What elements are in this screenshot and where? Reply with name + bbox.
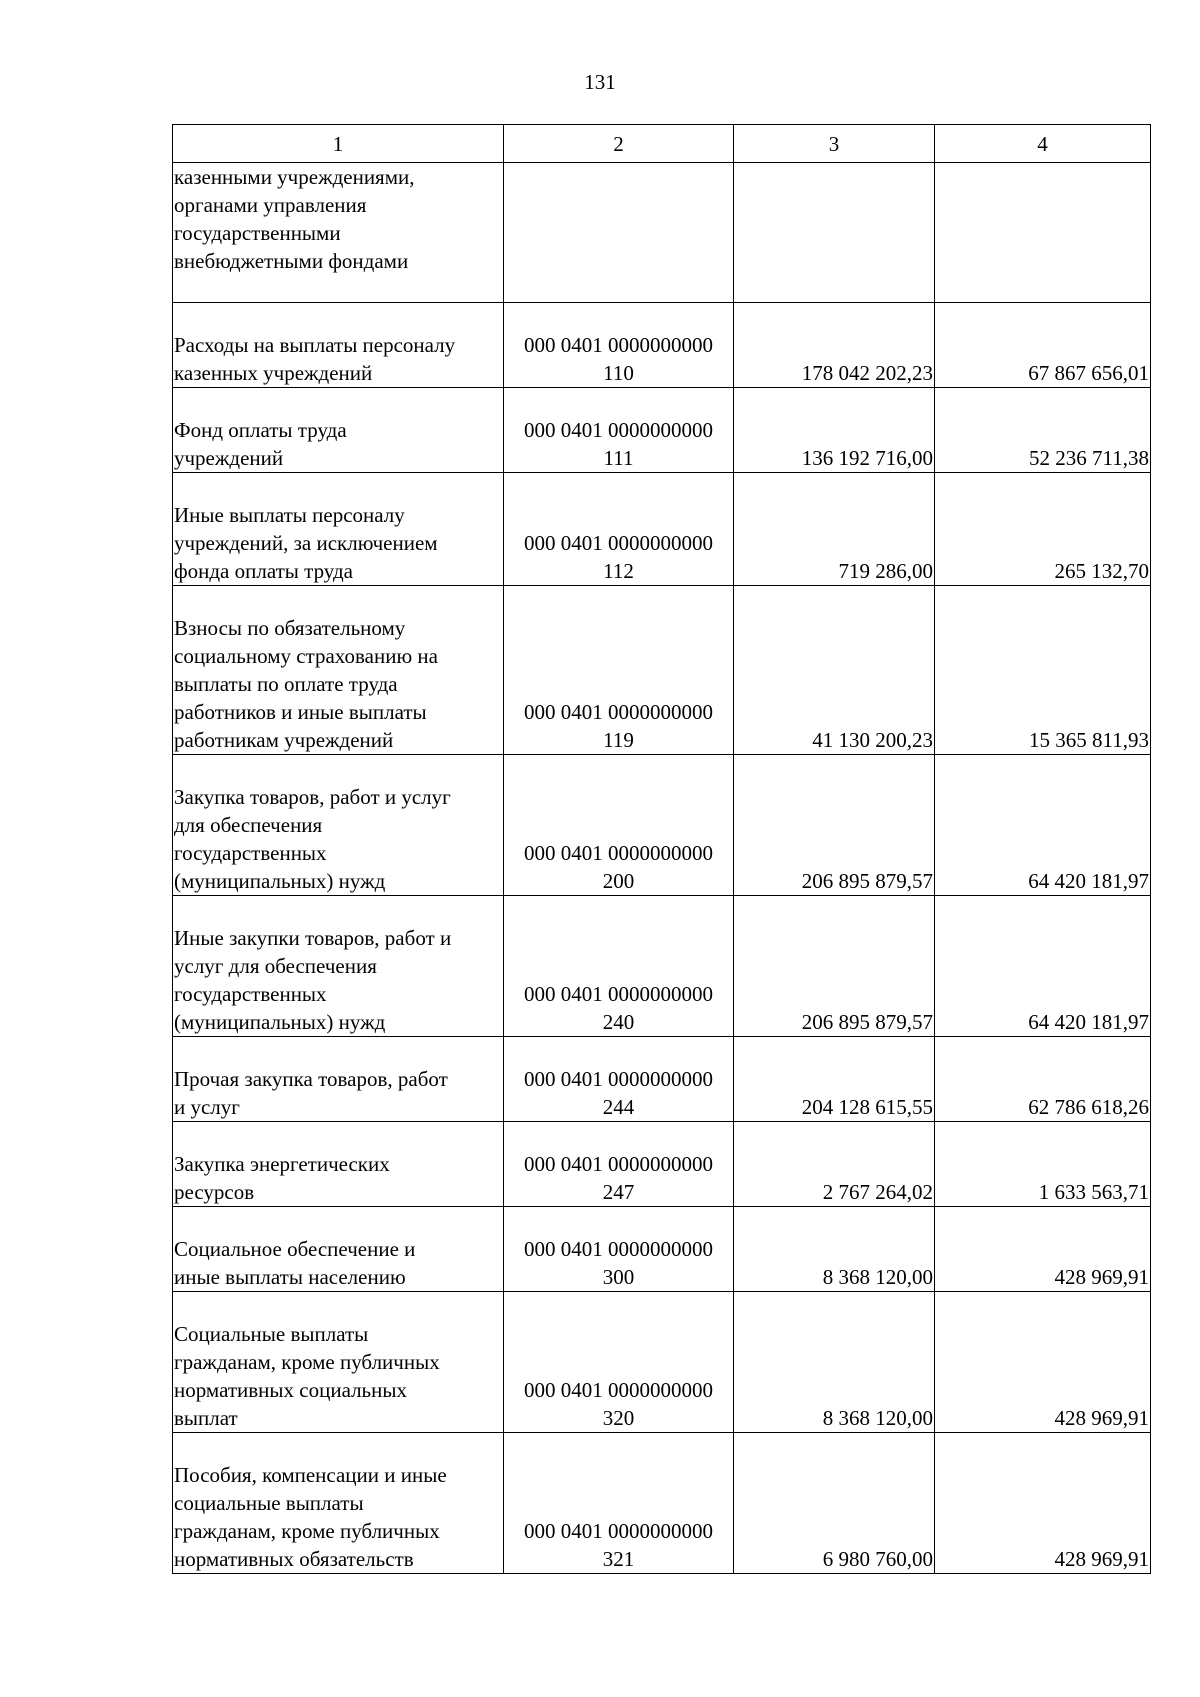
row-code: 000 0401 0000000000 300 — [504, 1207, 734, 1292]
row-value-col3: 2 767 264,02 — [734, 1122, 935, 1207]
row-value-col3: 8 368 120,00 — [734, 1292, 935, 1433]
row-name: Прочая закупка товаров, работ и услуг — [173, 1037, 504, 1122]
row-value-col3: 178 042 202,23 — [734, 303, 935, 388]
row-name: Иные закупки товаров, работ и услуг для обеспечения государственных (муниципальных) нужд — [173, 896, 504, 1037]
row-name: Фонд оплаты труда учреждений — [173, 388, 504, 473]
table-row — [173, 1292, 1151, 1433]
row-code: 000 0401 0000000000 200 — [504, 755, 734, 896]
row-value-col4: 64 420 181,97 — [935, 896, 1151, 1037]
row-value-col3: 136 192 716,00 — [734, 388, 935, 473]
row-name: Социальные выплаты гражданам, кроме публичных нормативных социальных выплат — [173, 1292, 504, 1433]
table-row — [173, 1122, 1151, 1207]
table-row — [173, 1207, 1151, 1292]
row-value-col3 — [734, 163, 935, 303]
row-value-col4: 428 969,91 — [935, 1292, 1151, 1433]
column-number-2: 2 — [504, 125, 734, 163]
row-value-col4: 67 867 656,01 — [935, 303, 1151, 388]
table-row — [173, 303, 1151, 388]
column-number-4: 4 — [935, 125, 1151, 163]
table-row-continuation — [173, 163, 1151, 303]
row-value-col4: 428 969,91 — [935, 1207, 1151, 1292]
budget-table — [172, 124, 1151, 1574]
row-value-col3: 719 286,00 — [734, 473, 935, 586]
table-row — [173, 473, 1151, 586]
table-row — [173, 388, 1151, 473]
row-value-col3: 204 128 615,55 — [734, 1037, 935, 1122]
row-code: 000 0401 0000000000 111 — [504, 388, 734, 473]
row-code: 000 0401 0000000000 321 — [504, 1433, 734, 1574]
row-value-col4 — [935, 163, 1151, 303]
row-value-col3: 206 895 879,57 — [734, 755, 935, 896]
row-value-col4: 64 420 181,97 — [935, 755, 1151, 896]
row-value-col3: 6 980 760,00 — [734, 1433, 935, 1574]
row-name: Расходы на выплаты персоналу казенных учреждений — [173, 303, 504, 388]
table-row — [173, 755, 1151, 896]
row-code: 000 0401 0000000000 112 — [504, 473, 734, 586]
row-name: казенными учреждениями, органами управления государственными внебюджетными фондами — [173, 163, 504, 303]
table-row — [173, 896, 1151, 1037]
table-row — [173, 1433, 1151, 1574]
row-name: Пособия, компенсации и иные социальные выплаты гражданам, кроме публичных нормативных обязательств — [173, 1433, 504, 1574]
row-name: Закупка товаров, работ и услуг для обеспечения государственных (муниципальных) нужд — [173, 755, 504, 896]
row-value-col3: 8 368 120,00 — [734, 1207, 935, 1292]
row-code: 000 0401 0000000000 244 — [504, 1037, 734, 1122]
row-value-col4: 265 132,70 — [935, 473, 1151, 586]
row-code: 000 0401 0000000000 110 — [504, 303, 734, 388]
row-code: 000 0401 0000000000 320 — [504, 1292, 734, 1433]
table-row — [173, 586, 1151, 755]
row-value-col4: 52 236 711,38 — [935, 388, 1151, 473]
row-name: Взносы по обязательному социальному страхованию на выплаты по оплате труда работников и иные выплаты работникам учреждений — [173, 586, 504, 755]
column-number-1: 1 — [173, 125, 504, 163]
row-value-col3: 41 130 200,23 — [734, 586, 935, 755]
row-value-col4: 62 786 618,26 — [935, 1037, 1151, 1122]
row-value-col4: 428 969,91 — [935, 1433, 1151, 1574]
row-code — [504, 163, 734, 303]
page-number: 131 — [584, 70, 616, 94]
column-number-3: 3 — [734, 125, 935, 163]
row-code: 000 0401 0000000000 240 — [504, 896, 734, 1037]
row-name: Социальное обеспечение и иные выплаты населению — [173, 1207, 504, 1292]
row-code: 000 0401 0000000000 119 — [504, 586, 734, 755]
table-row — [173, 1037, 1151, 1122]
row-value-col4: 1 633 563,71 — [935, 1122, 1151, 1207]
row-code: 000 0401 0000000000 247 — [504, 1122, 734, 1207]
row-value-col3: 206 895 879,57 — [734, 896, 935, 1037]
row-name: Иные выплаты персоналу учреждений, за исключением фонда оплаты труда — [173, 473, 504, 586]
row-name: Закупка энергетических ресурсов — [173, 1122, 504, 1207]
table-header-row — [173, 125, 1151, 163]
row-value-col4: 15 365 811,93 — [935, 586, 1151, 755]
